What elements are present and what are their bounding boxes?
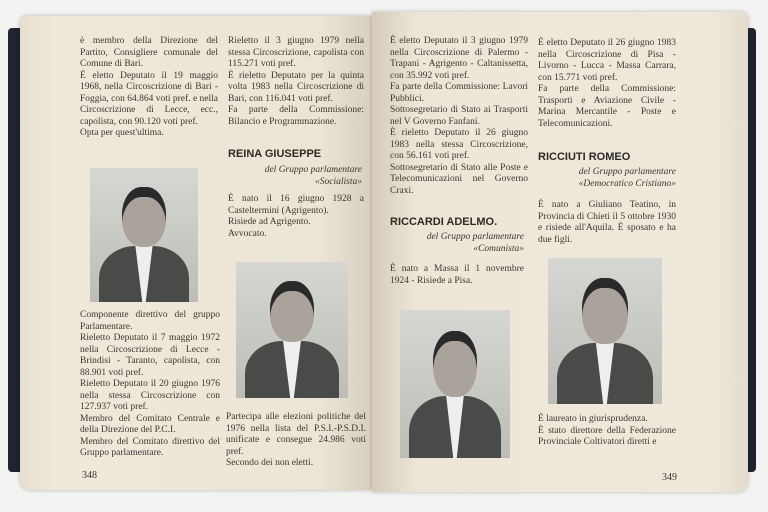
portrait-photo [236,262,348,398]
paragraph: Membro del Comitato Centrale e della Direzione del P.C.I. [80,413,220,435]
paragraph: Sottosegretario di Stato ai Trasporti nel V Governo Fanfani. [390,105,528,127]
paragraph: Avvocato. [228,228,267,239]
paragraph: È eletto Deputato il 19 maggio 1968, nella Circoscrizione di Bari - Foggia, con 64.864 voti pref. e nella Circoscrizione di Lecce, ecc., capolista, con 90.120 voti pref. [80,70,218,127]
deputy-name: RICCIUTI ROMEO [538,151,631,163]
left-col1-top [80,36,218,140]
group-label: del Gruppo parlamentare [264,165,362,175]
paragraph: È eletto Deputato il 26 giugno 1983 nella Circoscrizione di Pisa - Livorno - Lucca - Massa Carrara, con 15.771 voti pref. [538,38,676,83]
paragraph: Componente direttivo del gruppo Parlamentare. [80,310,220,332]
paragraph: Secondo dei non eletti. [226,458,314,468]
group-name: «Comunista» [473,243,524,254]
party-group [538,167,676,190]
group-label: del Gruppo parlamentare [426,232,524,242]
party-group [228,165,362,188]
paragraph: È nato a Giuliano Teatino, in Provincia di Chieti il 5 ottobre 1930 e risiede all'Aquila. È sposato e ha due figli. [538,200,676,245]
paragraph: Partecipa alle elezioni politiche del 1976 nella lista del P.S.I.-P.S.D.I. unificate e consegue 24.986 voti pref. [226,412,366,457]
paragraph: Sottosegretario di Stato alle Poste e Telecomunicazioni nel Governo Craxi. [390,162,528,196]
paragraph: È rieletto Deputato il 26 giugno 1983 nella stessa Circoscrizione, con 56.161 voti pref. [390,128,528,161]
portrait-photo [400,310,510,458]
paragraph: È nato il 16 giugno 1928 a Casteltermini (Agrigento). [228,194,364,216]
group-name: «Socialista» [315,176,362,187]
left-page [20,16,372,490]
paragraph: è membro della Direzione del Partito, Consigliere comunale del Comune di Bari. [80,36,218,69]
portrait-photo [90,168,198,302]
left-col2-top [228,36,364,128]
portrait-photo [548,258,662,404]
paragraph: Rieletto il 3 giugno 1979 nella stessa Circoscrizione, capolista con 115.271 voti pref. [228,36,364,69]
deputy-name: REINA GIUSEPPE [228,148,322,160]
paragraph: Membro del Comitato direttivo del Gruppo parlamentare. [80,436,220,458]
right-page [372,12,748,492]
paragraph: È stato direttore della Federazione Provinciale Coltivatori diretti e [538,425,676,447]
right-col2-top [538,38,676,130]
bio [538,200,676,246]
page-number: 349 [662,472,677,483]
paragraph: Rieletto Deputato il 20 giugno 1976 nella stessa Circoscrizione con 127.937 voti pref. [80,379,220,412]
paragraph: È laureato in giurisprudenza. [538,414,648,424]
bio-continued [538,414,676,449]
paragraph: È rieletto Deputato per la quinta volta 1983 nella Circoscrizione di Bari, con 116.041 voti pref. [228,70,364,104]
right-col1-top [390,36,528,197]
left-col1-bottom [80,310,220,460]
party-group [390,232,524,255]
group-label: del Gruppo parlamentare [578,167,676,177]
bio [390,264,524,287]
paragraph: Fa parte della Commissione: Trasporti e Aviazione Civile - Marina Mercantile - Poste e Telecomunicazioni. [538,84,676,129]
paragraph: Opta per quest'ultima. [80,128,164,138]
paragraph: Rieletto Deputato il 7 maggio 1972 nella Circoscrizione di Lecce - Brindisi - Taranto, capolista, con 88.901 voti pref. [80,333,220,378]
bio [228,194,364,240]
page-number: 348 [82,470,97,481]
paragraph: Risiede ad Agrigento. [228,217,311,227]
bio-continued [226,412,366,470]
deputy-name: RICCARDI ADELMO. [390,216,498,228]
paragraph: È eletto Deputato il 3 giugno 1979 nella Circoscrizione di Palermo - Trapani - Agrigento - Caltanissetta, con 35.992 voti pref. [390,36,528,81]
group-name: «Democratico Cristiano» [578,178,676,189]
paragraph: Fa parte della Commissione: Lavori Pubblici. [390,82,528,104]
paragraph: È nato a Massa il 1 novembre 1924 - Risiede a Pisa. [390,264,524,286]
paragraph: Fa parte della Commissione: Bilancio e Programmazione. [228,105,364,127]
